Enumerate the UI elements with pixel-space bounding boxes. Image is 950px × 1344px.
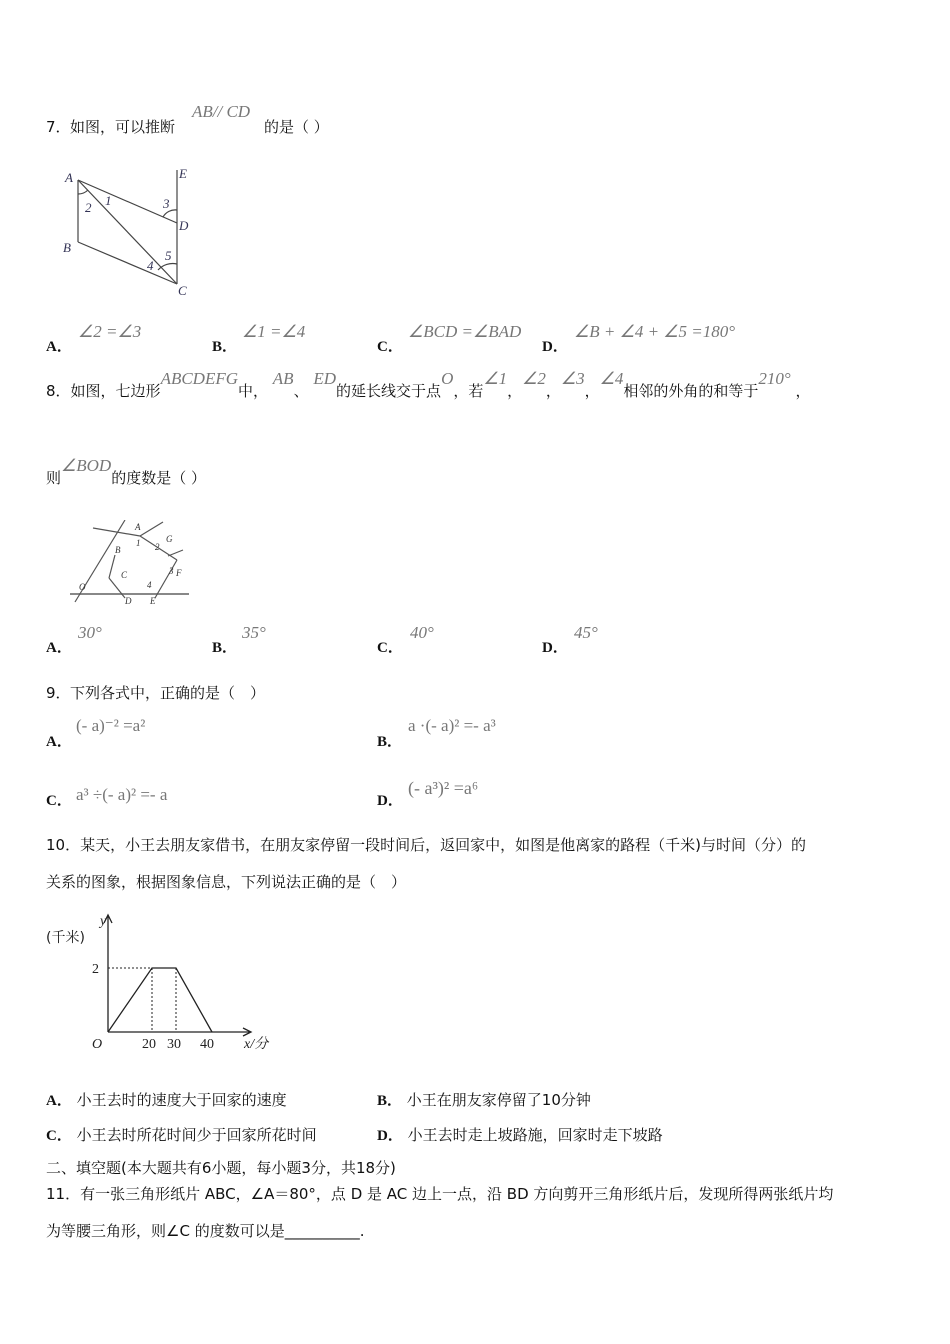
svg-text:1: 1 [105,193,112,208]
option-d: (- a³)² =a⁶ [408,778,479,798]
q11-line2: 为等腰三角形，则∠C 的度数可以是__________. [46,1222,365,1240]
option-d: 45° [574,623,598,642]
option-c: 40° [410,623,434,642]
option-b: ∠1 =∠4 [242,322,306,341]
q7-figure [55,160,205,295]
svg-text:2: 2 [92,962,99,977]
q7-math: AB// CD [192,102,251,121]
q10-line1: 10．某天，小王去朋友家借书，在朋友家停留一段时间后，返回家中，如图是他离家的路程（千米)与时间（分）的 [46,836,806,854]
option-b-label: B． [212,640,238,656]
option-a: 30° [78,623,102,642]
q10-option-a: A． 小王去时的速度大于回家的速度 [46,1091,287,1109]
q10-option-c: C． 小王去时所花时间少于回家所花时间 [46,1126,317,1144]
option-c-label: C． [46,793,72,809]
option-c: a³ ÷(- a)² =- a [76,785,168,804]
svg-text:4: 4 [147,580,152,590]
svg-text:30: 30 [167,1037,181,1052]
option-a-label: A． [46,339,72,355]
svg-text:C: C [121,570,128,580]
option-c-label: C． [377,640,403,656]
fig-label: A [65,170,73,185]
svg-text:E: E [150,596,156,606]
option-d-label: D． [542,339,568,355]
svg-text:3: 3 [163,196,170,211]
q7-text-end: 的是（ ） [264,118,329,136]
option-a: ∠2 =∠3 [78,322,142,341]
svg-text:G: G [166,534,173,544]
svg-text:D: D [125,596,132,606]
q10-line2: 关系的图象，根据图象信息，下列说法正确的是（ ） [46,873,407,891]
svg-text:x/分: x/分 [244,1037,269,1052]
q8-line2: 则∠BOD的度数是（ ） [46,456,206,487]
svg-text:y: y [100,914,107,929]
q10-option-d: D． 小王去时走上坡路施，回家时走下坡路 [377,1126,663,1144]
q8-line1: 8．如图，七边形ABCDEFG中， AB、 ED的延长线交于点O，若∠1，∠2，∠3，∠4相邻的外角的和等于210° ， [46,369,811,400]
svg-text:2: 2 [85,200,92,215]
option-b-label: B． [212,339,238,355]
option-c: ∠BCD =∠BAD [408,322,522,341]
option-d: ∠B + ∠4 + ∠5 =180° [574,322,736,341]
svg-text:F: F [176,568,182,578]
svg-text:C: C [178,283,187,295]
option-b: 35° [242,623,266,642]
q7-number: 7． [46,118,71,136]
svg-text:O: O [79,582,86,592]
svg-text:40: 40 [200,1037,214,1052]
option-d-label: D． [542,640,568,656]
svg-text:O: O [92,1037,103,1052]
q10-graph [40,910,290,1060]
option-a-label: A． [46,734,72,750]
svg-text:4: 4 [147,258,154,273]
svg-text:(千米): (千米) [46,930,85,946]
svg-text:2: 2 [155,542,160,552]
option-d-label: D． [377,793,403,809]
option-c-label: C． [377,339,403,355]
option-b: a ·(- a)² =- a³ [408,716,496,735]
q9-text: 下列各式中，正确的是（ ） [70,684,266,702]
svg-text:A: A [135,522,141,532]
svg-text:20: 20 [142,1037,156,1052]
svg-text:E: E [179,166,187,181]
svg-text:B: B [115,545,121,555]
svg-text:3: 3 [169,566,174,576]
q7-text: 如图，可以推断 [70,118,176,136]
q10-option-b: B． 小王在朋友家停留了10分钟 [377,1091,591,1109]
svg-text:B: B [63,240,71,255]
svg-text:1: 1 [136,538,141,548]
q9-number: 9． [46,684,71,702]
q8-figure [65,520,195,610]
option-a-label: A． [46,640,72,656]
q11-line1: 11．有一张三角形纸片 ABC，∠A＝80°，点 D 是 AC 边上一点，沿 BD 方向剪开三角形纸片后，发现所得两张纸片均 [46,1185,834,1203]
section-title: 二、填空题(本大题共有6小题，每小题3分，共18分) [46,1159,396,1177]
option-a: (- a)⁻² =a² [76,716,146,735]
option-b-label: B． [377,734,403,750]
svg-text:D: D [179,218,189,233]
svg-text:5: 5 [165,248,172,263]
